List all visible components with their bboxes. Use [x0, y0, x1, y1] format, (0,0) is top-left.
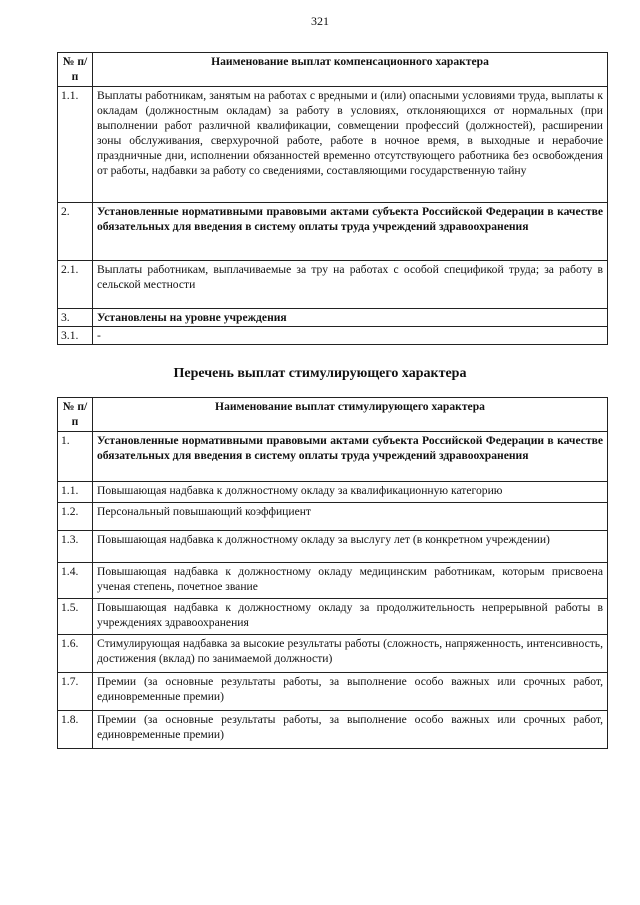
row-num: 1.5.: [58, 599, 93, 635]
row-num: 1.4.: [58, 563, 93, 599]
row-num: 2.1.: [58, 261, 93, 309]
compensation-payments-table: [57, 52, 608, 345]
row-num: 1.7.: [58, 673, 93, 711]
row-text: Повышающая надбавка к должностному окладу за квалификационную категорию: [93, 482, 608, 503]
table-row: [58, 563, 608, 599]
row-text: Установленные нормативными правовыми актами субъекта Российской Федерации в качестве обязательных для введения в систему оплаты труда учреждений здравоохранения: [93, 432, 608, 482]
row-num: 1.8.: [58, 711, 93, 749]
table-header-row: [58, 53, 608, 87]
table-row: [58, 531, 608, 563]
section-title: Перечень выплат стимулирующего характера: [173, 366, 467, 381]
table-row: [58, 261, 608, 309]
header-title: Наименование выплат компенсационного характера: [93, 53, 608, 87]
row-text: Стимулирующая надбавка за высокие результаты работы (сложность, напряженность, интенсивность, достижения (вклад) по занимаемой должности): [93, 635, 608, 673]
row-num: 3.1.: [58, 327, 93, 345]
table-row: [58, 711, 608, 749]
row-text: Повышающая надбавка к должностному окладу за продолжительность непрерывной работы в учреждениях здравоохранения: [93, 599, 608, 635]
table-row: [58, 482, 608, 503]
table-row: [58, 87, 608, 203]
row-text: Установленные нормативными правовыми актами субъекта Российской Федерации в качестве обязательных для введения в систему оплаты труда учреждений здравоохранения: [93, 203, 608, 261]
row-text: Повышающая надбавка к должностному окладу медицинским работникам, которым присвоена ученая степень, почетное звание: [93, 563, 608, 599]
header-num: № п/п: [58, 398, 93, 432]
row-text: Персональный повышающий коэффициент: [93, 503, 608, 531]
header-num: № п/п: [58, 53, 93, 87]
row-text: Премии (за основные результаты работы, за выполнение особо важных или срочных работ, единовременные премии): [93, 711, 608, 749]
table-row: [58, 635, 608, 673]
row-num: 1.6.: [58, 635, 93, 673]
page-number: 321: [311, 14, 329, 28]
row-text: Установлены на уровне учреждения: [93, 309, 608, 327]
row-text: -: [93, 327, 608, 345]
header-title: Наименование выплат стимулирующего характера: [93, 398, 608, 432]
row-text: Выплаты работникам, выплачиваемые за тру на работах с особой спецификой труда; за работу в сельской местности: [93, 261, 608, 309]
table-row: [58, 503, 608, 531]
row-num: 2.: [58, 203, 93, 261]
table-row: [58, 327, 608, 345]
table-header-row: [58, 398, 608, 432]
incentive-payments-table: [57, 397, 608, 749]
row-num: 1.1.: [58, 482, 93, 503]
row-text: Премии (за основные результаты работы, за выполнение особо важных или срочных работ, единовременные премии): [93, 673, 608, 711]
row-num: 1.: [58, 432, 93, 482]
table-row: [58, 599, 608, 635]
row-num: 1.3.: [58, 531, 93, 563]
row-text: Повышающая надбавка к должностному окладу за выслугу лет (в конкретном учреждении): [93, 531, 608, 563]
table-row: [58, 432, 608, 482]
row-num: 1.1.: [58, 87, 93, 203]
table-row: [58, 203, 608, 261]
table-row: [58, 673, 608, 711]
row-num: 3.: [58, 309, 93, 327]
row-text: Выплаты работникам, занятым на работах с вредными и (или) опасными условиями труда, выплаты к окладам (должностным окладам) за работу в условиях, отклоняющихся от нормальных (при выполнении работ различной квалификации, совмещении профессий (должностей), расширении зоны обслуживания, сверхурочной работе, работе в ночное время, в выходные и нерабочие праздничные дни, исполнении обязанностей временно отсутствующего работника без освобождения от работы, надбавки за работу со сведениями, составляющими государственную тайну: [93, 87, 608, 203]
table-row: [58, 309, 608, 327]
row-num: 1.2.: [58, 503, 93, 531]
